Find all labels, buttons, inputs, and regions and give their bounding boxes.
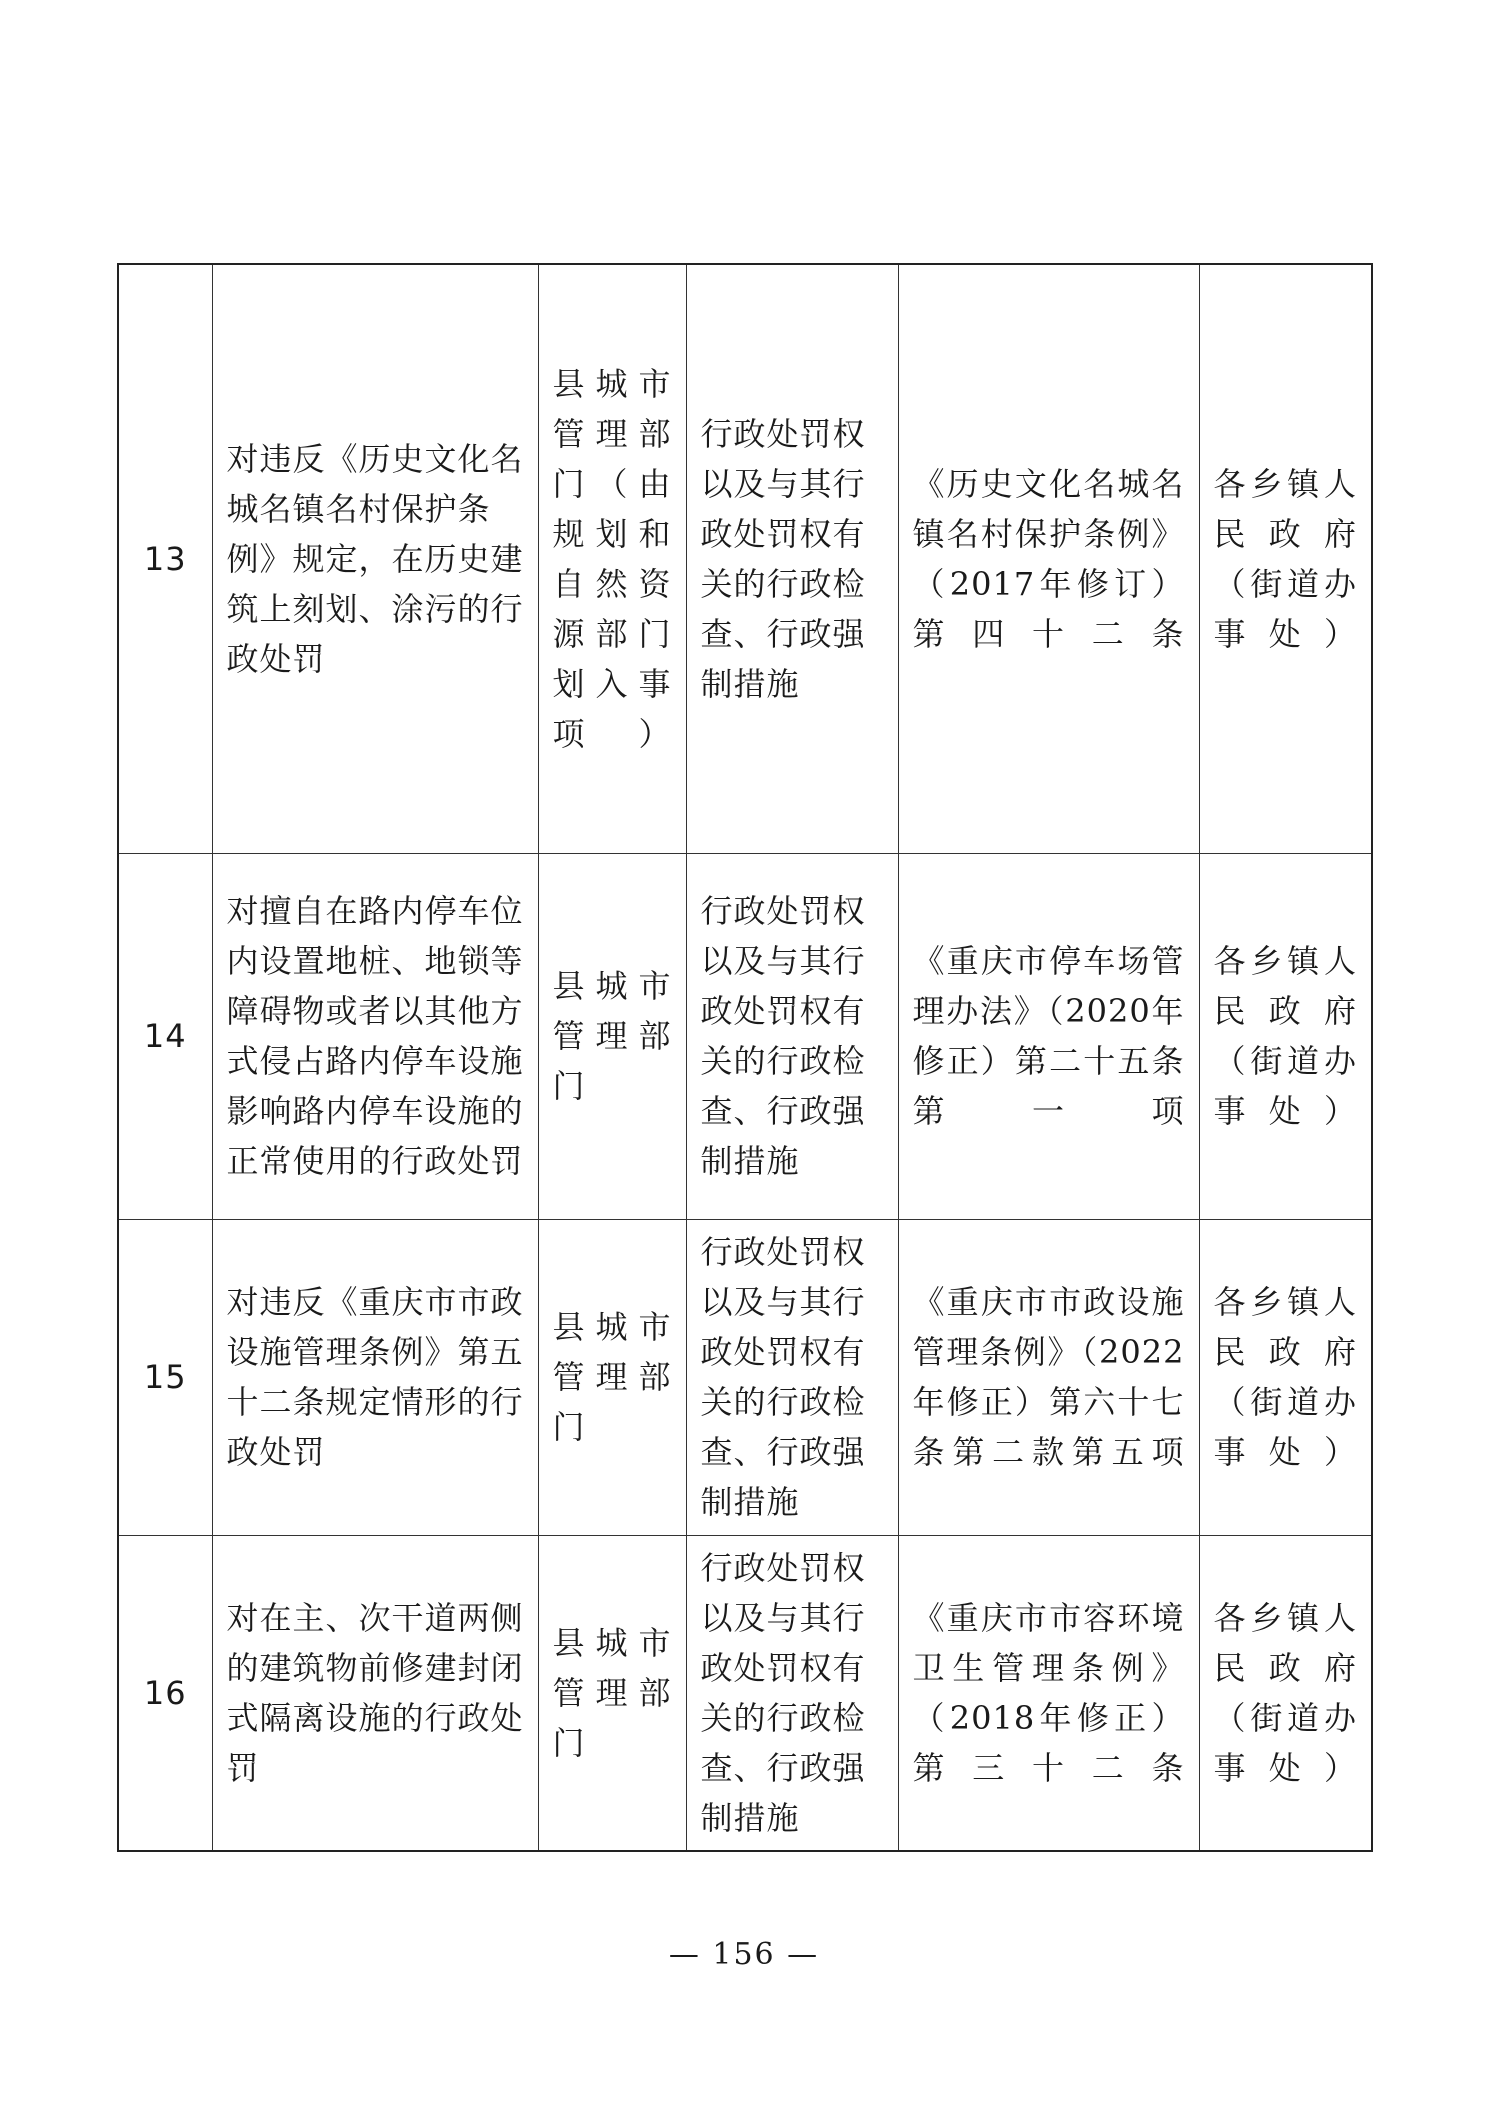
implementing-body: 各乡镇人民政府（街道办事处） [1199, 853, 1372, 1219]
row-number: 15 [118, 1219, 212, 1535]
department: 县城市管理部门 [538, 853, 686, 1219]
row-number: 16 [118, 1535, 212, 1851]
department: 县城市管理部门 [538, 1535, 686, 1851]
table-row [118, 1219, 1372, 1535]
item-name: 对擅自在路内停车位内设置地桩、地锁等障碍物或者以其他方式侵占路内停车设施影响路内停车设施的正常使用的行政处罚 [212, 853, 538, 1219]
item-name: 对违反《历史文化名城名镇名村保护条例》规定，在历史建筑上刻划、涂污的行政处罚 [212, 264, 538, 853]
power-scope: 行政处罚权以及与其行政处罚权有关的行政检查、行政强制措施 [686, 1535, 898, 1851]
power-scope: 行政处罚权以及与其行政处罚权有关的行政检查、行政强制措施 [686, 853, 898, 1219]
row-number: 14 [118, 853, 212, 1219]
table-row [118, 1535, 1372, 1851]
table-row [118, 264, 1372, 853]
implementing-body: 各乡镇人民政府（街道办事处） [1199, 264, 1372, 853]
legal-basis: 《重庆市市容环境卫生管理条例》（2018年修正）第三十二条 [898, 1535, 1199, 1851]
item-name: 对在主、次干道两侧的建筑物前修建封闭式隔离设施的行政处罚 [212, 1535, 538, 1851]
table-row [118, 853, 1372, 1219]
implementing-body: 各乡镇人民政府（街道办事处） [1199, 1219, 1372, 1535]
department: 县城市管理部门（由规划和自然资源部门划入事项） [538, 264, 686, 853]
legal-basis: 《重庆市市政设施管理条例》（2022年修正）第六十七条第二款第五项 [898, 1219, 1199, 1535]
legal-basis: 《历史文化名城名镇名村保护条例》（2017年修订）第四十二条 [898, 264, 1199, 853]
items-table [117, 263, 1373, 1852]
power-scope: 行政处罚权以及与其行政处罚权有关的行政检查、行政强制措施 [686, 1219, 898, 1535]
legal-basis: 《重庆市停车场管理办法》（2020年修正）第二十五条第一项 [898, 853, 1199, 1219]
row-number: 13 [118, 264, 212, 853]
implementing-body: 各乡镇人民政府（街道办事处） [1199, 1535, 1372, 1851]
power-scope: 行政处罚权以及与其行政处罚权有关的行政检查、行政强制措施 [686, 264, 898, 853]
item-name: 对违反《重庆市市政设施管理条例》第五十二条规定情形的行政处罚 [212, 1219, 538, 1535]
page-number: — 156 — [668, 1937, 820, 1972]
department: 县城市管理部门 [538, 1219, 686, 1535]
